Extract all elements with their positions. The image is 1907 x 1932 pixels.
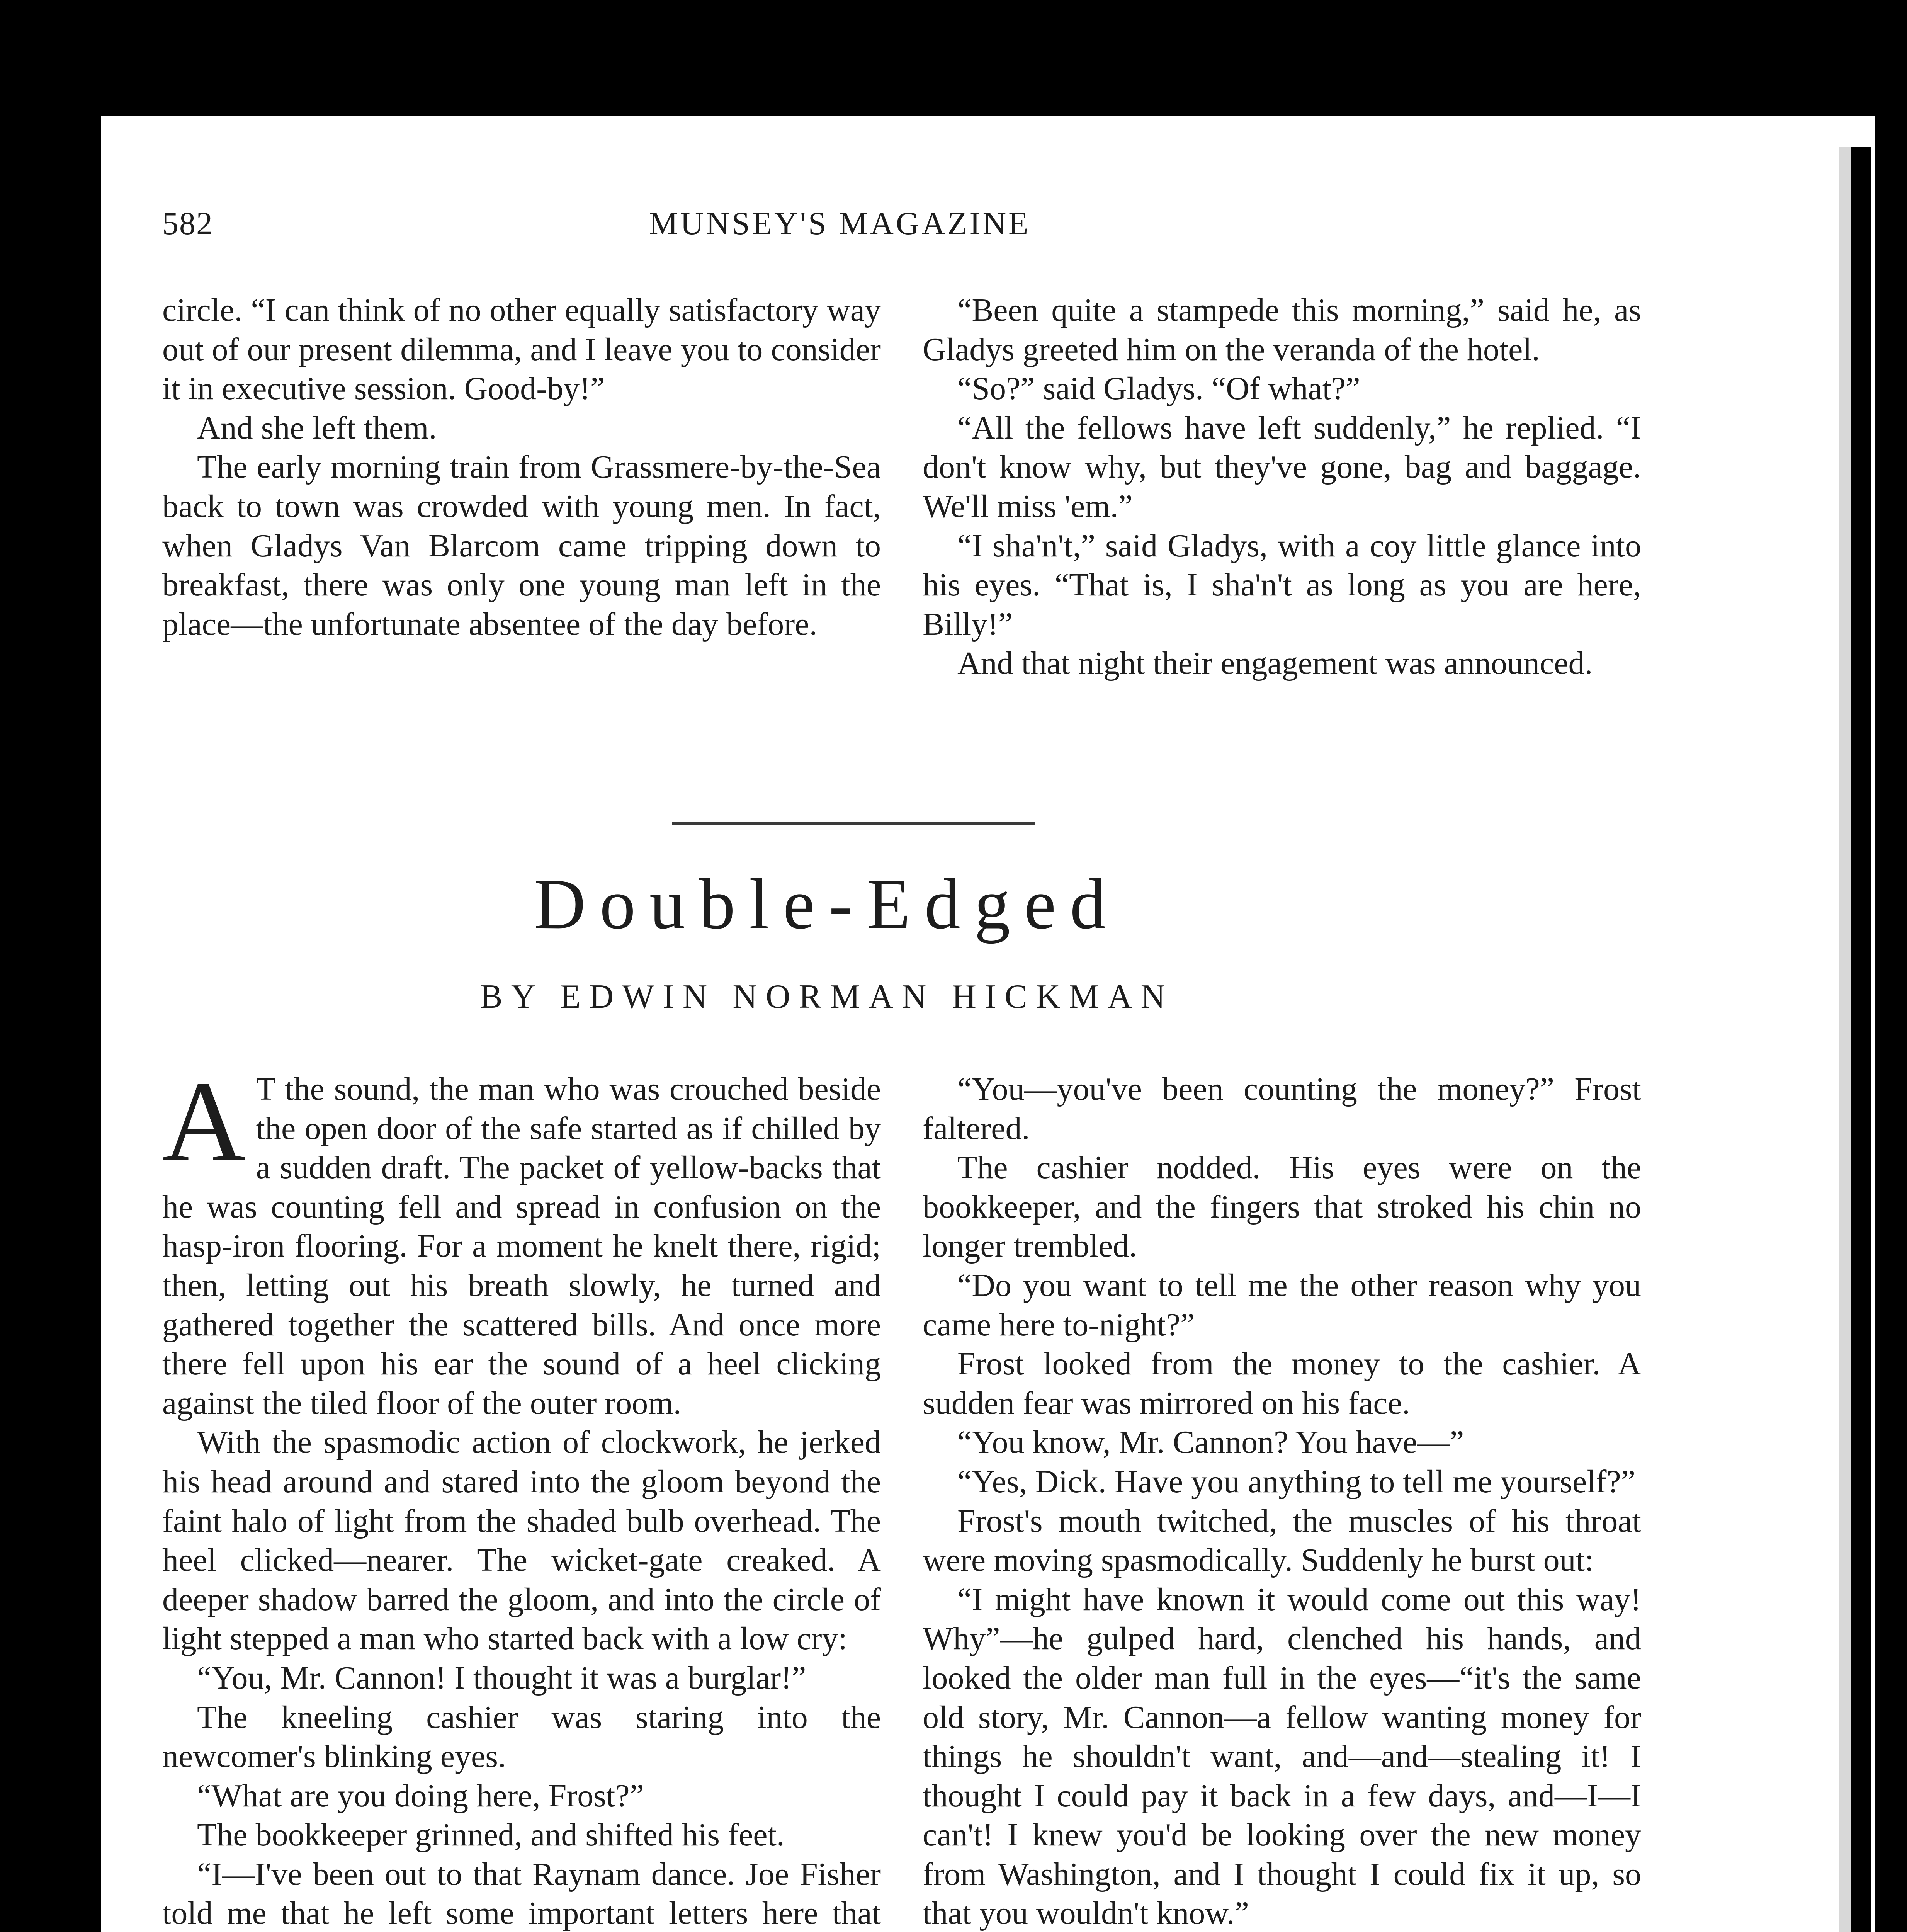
opening-paragraph-text: T the sound, the man who was crouched beside the open door of the safe started as if chilled by a sudden draft. The packet of yellow-backs that he was counting fell and spread in confusion on the hasp-iron flooring. For a moment he knelt there, rigid; then, letting out his breath slowly, he turned and gathered together the scattered bills. And once more there fell upon his ear the sound of a heel clicking against the tiled floor of the outer room. [162,1071,881,1421]
article-column-left [162,1057,881,1932]
running-head [162,205,1113,255]
section-divider-rule [672,822,1035,825]
paragraph: “I—I've been out to that Raynam dance. Joe Fisher told me that he left some important letters here that [162,1856,881,1932]
paragraph: With the spasmodic action of clockwork, he jerked his head around and stared into the gloom beyond the faint halo of light from the shaded bulb overhead. The heel clicked—nearer. The wicket-gate creaked. A deeper shadow barred the gloom, and into the circle of light stepped a man who started back with a low cry: [162,1424,881,1657]
previous-story-column-right [923,291,1641,683]
paragraph: And that night their engagement was announced. [957,645,1593,682]
paragraph: Frost looked from the money to the cashier. A sudden fear was mirrored on his face. [923,1346,1641,1421]
paragraph: circle. “I can think of no other equally satisfactory way out of our present dilemma, and I leave you to consider it in executive session. Good-by!” [162,292,881,407]
drop-cap: A [162,1057,246,1185]
paragraph: The bookkeeper grinned, and shifted his feet. [197,1817,785,1853]
opening-paragraph [162,1057,881,1423]
paragraph: “All the fellows have left suddenly,” he replied. “I don't know why, but they've gone, bag and baggage. We'll miss 'em.” [923,410,1641,524]
paragraph: “What are you doing here, Frost?” [197,1777,644,1814]
paragraph: “Yes, Dick. Have you anything to tell me yourself?” [957,1463,1636,1500]
previous-story-column-left [162,291,881,644]
paragraph: “So?” said Gladys. “Of what?” [957,371,1360,407]
paragraph: “You, Mr. Cannon! I thought it was a burglar!” [197,1660,806,1696]
paragraph: The cashier nodded. His eyes were on the bookkeeper, and the fingers that stroked his chin no longer trembled. [923,1150,1641,1264]
paragraph: “You know, Mr. Cannon? You have—” [957,1424,1464,1461]
paragraph: “Been quite a stampede this morning,” said he, as Gladys greeted him on the veranda of the hotel. [923,292,1641,367]
paragraph: The kneeling cashier was staring into the newcomer's blinking eyes. [162,1699,881,1775]
paragraph: The early morning train from Grassmere-by-the-Sea back to town was crowded with young men. In fact, when Gladys Van Blarcom came tripping down to breakfast, there was only one young man left in the place—the unfortunate absentee of the day before. [162,449,881,642]
paragraph: “You—you've been counting the money?” Frost faltered. [923,1071,1641,1146]
paragraph: “I might have known it would come out this way! Why”—he gulped hard, clenched his hands, and looked the older man full in the eyes—“it's the same old story, Mr. Cannon—a fellow wanting money for things he shouldn't want, and—and—stealing it! I thought I could pay it back in a few days, and—I—I can't! I knew you'd be looking over the new money from Washington, and I thought I could fix it up, so that you wouldn't know.” [923,1581,1641,1932]
paragraph: Frost's mouth twitched, the muscles of his throat were moving spasmodically. Suddenly he burst out: [923,1503,1641,1578]
paragraph: And she left them. [197,410,437,446]
magazine-name: MUNSEY'S MAGAZINE [649,206,1031,242]
page-gutter [1851,147,1871,1932]
article-byline: BY EDWIN NORMAN HICKMAN [480,978,1174,1015]
page-number: 582 [162,206,213,242]
paragraph: “Do you want to tell me the other reason why you came here to-night?” [923,1267,1641,1343]
page-gutter-shadow [1839,147,1851,1932]
article-title: Double-Edged [534,864,1120,944]
article-column-right [923,1070,1641,1932]
paragraph: “I sha'n't,” said Gladys, with a coy little glance into his eyes. “That is, I sha'n't as long as you are here, Billy!” [923,527,1641,642]
